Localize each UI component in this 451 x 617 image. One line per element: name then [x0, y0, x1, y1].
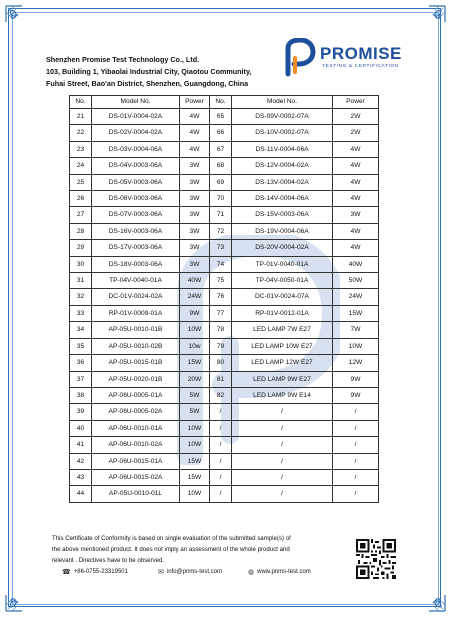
cell-model: DC-01V-0024-07A — [232, 289, 333, 305]
email-icon: ✉ — [158, 569, 164, 576]
table-row — [70, 125, 379, 141]
phone-icon: ☎ — [62, 569, 71, 576]
cell-power: 4W — [333, 240, 379, 256]
cell-power: 4W — [333, 141, 379, 157]
header-model: Model No. — [232, 96, 333, 109]
cell-power: 24W — [333, 289, 379, 305]
cell-power: 3W — [180, 240, 210, 256]
cell-model: DS-18V-0003-06A — [92, 256, 180, 272]
table-row — [70, 420, 379, 436]
logo-tagline: TESTING & CERTIFICATION — [322, 64, 399, 69]
cell-power: 20W — [180, 371, 210, 387]
qr-code — [356, 539, 396, 579]
cell-no: 37 — [70, 371, 92, 387]
contact-bar — [62, 568, 362, 580]
cell-no: 43 — [70, 469, 92, 485]
cell-power: 10W — [333, 338, 379, 354]
cell-model: RP-01V-0009-01A — [92, 305, 180, 321]
table-row — [70, 141, 379, 157]
table-row — [70, 174, 379, 190]
cell-power: / — [333, 469, 379, 485]
cell-no: 77 — [210, 305, 232, 321]
cell-power: / — [333, 486, 379, 502]
header-model: Model No. — [92, 96, 180, 109]
cell-model: / — [232, 486, 333, 502]
cell-model: AP-06U-0005-02A — [92, 404, 180, 420]
table-row — [70, 109, 379, 125]
cell-model: DS-14V-0004-06A — [232, 191, 333, 207]
cell-power: 15W — [180, 469, 210, 485]
cell-power: 4W — [333, 223, 379, 239]
cell-no: 74 — [210, 256, 232, 272]
cell-no: 82 — [210, 387, 232, 403]
address-line-1: 103, Building 1, Yibaolai Industrial City, Qiaotou Community, — [46, 67, 252, 76]
cell-power: 4W — [333, 191, 379, 207]
cell-no: 80 — [210, 355, 232, 371]
promise-logo-icon — [280, 38, 316, 78]
cell-model: DS-01V-0004-02A — [92, 109, 180, 125]
cell-power: 40W — [180, 273, 210, 289]
cell-power: 15W — [333, 305, 379, 321]
table-row — [70, 191, 379, 207]
statement-line-1: This Certificate of Conformity is based on single evaluation of the submitted sample(s) of — [52, 535, 291, 542]
cell-power: 7W — [333, 322, 379, 338]
cell-no: 27 — [70, 207, 92, 223]
cell-no: 65 — [210, 109, 232, 125]
cell-model: AP-06U-0015-01A — [92, 453, 180, 469]
cell-no: 75 — [210, 273, 232, 289]
cell-no: 29 — [70, 240, 92, 256]
table-row — [70, 469, 379, 485]
table-row — [70, 387, 379, 403]
cell-no: / — [210, 453, 232, 469]
model-power-table — [69, 95, 379, 503]
website-url[interactable]: www.pnms-test.com — [257, 569, 311, 575]
header-power: Power — [333, 96, 379, 109]
cell-power: 3W — [180, 174, 210, 190]
cell-model: DS-02V-0004-02A — [92, 125, 180, 141]
table-row — [70, 305, 379, 321]
conformity-statement — [52, 533, 352, 566]
cell-power: 4W — [180, 141, 210, 157]
cell-no: 34 — [70, 322, 92, 338]
cell-model: DS-05V-0003-06A — [92, 174, 180, 190]
cell-power: 10W — [180, 420, 210, 436]
table-row — [70, 437, 379, 453]
table-row — [70, 486, 379, 502]
table-body — [70, 109, 379, 503]
header-power: Power — [180, 96, 210, 109]
cell-model: AP-05U-0010-01B — [92, 322, 180, 338]
cell-no: 22 — [70, 125, 92, 141]
cell-no: / — [210, 420, 232, 436]
header-no: No. — [210, 96, 232, 109]
cell-model: LED LAMP 9W E27 — [232, 371, 333, 387]
cell-no: 33 — [70, 305, 92, 321]
cell-power: 9W — [333, 371, 379, 387]
table-header-row — [70, 96, 379, 109]
cell-no: 68 — [210, 158, 232, 174]
cell-model: / — [232, 437, 333, 453]
cell-power: 3W — [180, 158, 210, 174]
cell-no: 76 — [210, 289, 232, 305]
cell-no: 70 — [210, 191, 232, 207]
cell-no: 35 — [70, 338, 92, 354]
cell-power: 3W — [180, 256, 210, 272]
cell-no: 78 — [210, 322, 232, 338]
cell-no: 42 — [70, 453, 92, 469]
table-row — [70, 338, 379, 354]
cell-model: DC-01V-0024-02A — [92, 289, 180, 305]
cell-model: AP-06U-0005-01A — [92, 387, 180, 403]
phone-contact — [62, 568, 128, 576]
cell-no: 28 — [70, 223, 92, 239]
cell-model: AP-06U-0010-02A — [92, 437, 180, 453]
cell-power: 10W — [180, 322, 210, 338]
cell-model: / — [232, 469, 333, 485]
table-row — [70, 273, 379, 289]
cell-no: 40 — [70, 420, 92, 436]
table-row — [70, 256, 379, 272]
cell-no: 66 — [210, 125, 232, 141]
cell-power: 9W — [180, 305, 210, 321]
cell-model: / — [232, 404, 333, 420]
cell-model: DS-11V-0004-06A — [232, 141, 333, 157]
cell-no: 67 — [210, 141, 232, 157]
cell-model: AP-05U-0015-01B — [92, 355, 180, 371]
cell-no: 32 — [70, 289, 92, 305]
cell-model: DS-07V-0003-06A — [92, 207, 180, 223]
cell-model: AP-05U-0020-01B — [92, 371, 180, 387]
cell-no: / — [210, 404, 232, 420]
cell-no: 24 — [70, 158, 92, 174]
promise-logo — [280, 38, 410, 80]
cell-model: TP-04V-0040-01A — [92, 273, 180, 289]
phone-number: +86-0755-23319501 — [73, 569, 128, 575]
cell-no: 81 — [210, 371, 232, 387]
cell-power: 3W — [180, 223, 210, 239]
cell-no: 73 — [210, 240, 232, 256]
cell-model: / — [232, 453, 333, 469]
cell-power: 4W — [333, 174, 379, 190]
cell-power: 5W — [180, 387, 210, 403]
table-row — [70, 207, 379, 223]
cell-model: DS-13V-0004-02A — [232, 174, 333, 190]
table-row — [70, 322, 379, 338]
cell-model: AP-05U-0010-01L — [92, 486, 180, 502]
cell-power: 24W — [180, 289, 210, 305]
cell-model: LED LAMP 7W E27 — [232, 322, 333, 338]
cell-model: DS-17V-0003-06A — [92, 240, 180, 256]
cell-power: 2W — [333, 109, 379, 125]
cell-no: 26 — [70, 191, 92, 207]
cell-power: 50W — [333, 273, 379, 289]
cell-power: 15W — [180, 355, 210, 371]
cell-power: 4W — [180, 125, 210, 141]
table-row — [70, 158, 379, 174]
table-row — [70, 240, 379, 256]
cell-model: LED LAMP 10W E27 — [232, 338, 333, 354]
cell-power: 10w — [180, 338, 210, 354]
cell-no: / — [210, 437, 232, 453]
cell-power: 15W — [180, 453, 210, 469]
company-name: Shenzhen Promise Test Technology Co., Ltd. — [46, 55, 200, 64]
cell-no: 21 — [70, 109, 92, 125]
cell-model: AP-06U-0015-02A — [92, 469, 180, 485]
table-row — [70, 404, 379, 420]
cell-no: 31 — [70, 273, 92, 289]
cell-no: 38 — [70, 387, 92, 403]
logo-name: PROMISE — [320, 44, 402, 63]
corner-ornament-icon — [2, 579, 38, 615]
cell-no: / — [210, 486, 232, 502]
cell-power: 10W — [180, 437, 210, 453]
corner-ornament-icon — [413, 579, 449, 615]
cell-power: / — [333, 453, 379, 469]
cell-power: / — [333, 437, 379, 453]
company-address — [46, 54, 286, 90]
cell-model: DS-04V-0003-06A — [92, 158, 180, 174]
header-no: No. — [70, 96, 92, 109]
cell-power: / — [333, 404, 379, 420]
cell-model: LED LAMP 9W E14 — [232, 387, 333, 403]
cell-no: 30 — [70, 256, 92, 272]
table-row — [70, 371, 379, 387]
corner-ornament-icon — [413, 2, 449, 38]
cell-model: DS-06V-0003-06A — [92, 191, 180, 207]
cell-model: RP-01V-0012-01A — [232, 305, 333, 321]
cell-no: 41 — [70, 437, 92, 453]
cell-model: AP-06U-0010-01A — [92, 420, 180, 436]
cell-no: 71 — [210, 207, 232, 223]
cell-power: 3W — [180, 191, 210, 207]
cell-model: TP-01V-0040-01A — [232, 256, 333, 272]
cell-model: AP-05U-0010-02B — [92, 338, 180, 354]
email-address[interactable]: info@pnms-test.com — [166, 569, 222, 575]
cell-no: 23 — [70, 141, 92, 157]
cell-no: 72 — [210, 223, 232, 239]
statement-line-2: the above mentioned product. It does not imply an assessment of the whole product and — [52, 546, 290, 553]
cell-power: 4W — [180, 109, 210, 125]
cell-model: DS-20V-0004-02A — [232, 240, 333, 256]
cell-model: DS-09V-0002-07A — [232, 109, 333, 125]
cell-model: LED LAMP 12W E27 — [232, 355, 333, 371]
cell-model: DS-19V-0004-06A — [232, 223, 333, 239]
table-row — [70, 355, 379, 371]
cell-model: DS-16V-0003-06A — [92, 223, 180, 239]
cell-model: / — [232, 420, 333, 436]
cell-power: 3W — [333, 207, 379, 223]
email-contact[interactable] — [158, 568, 222, 576]
statement-line-3: relevant . Directives have to be observed. — [52, 557, 165, 564]
cell-no: 25 — [70, 174, 92, 190]
address-line-2: Fuhai Street, Bao'an District, Shenzhen, Guangdong, China — [46, 79, 249, 88]
website-contact[interactable] — [248, 568, 311, 576]
cell-power: 12W — [333, 355, 379, 371]
table-row — [70, 289, 379, 305]
cell-no: 39 — [70, 404, 92, 420]
cell-model: DS-03V-0004-06A — [92, 141, 180, 157]
cell-power: 40W — [333, 256, 379, 272]
table-row — [70, 453, 379, 469]
table-row — [70, 223, 379, 239]
cell-power: 5W — [180, 404, 210, 420]
globe-icon: ◍ — [248, 569, 255, 576]
corner-ornament-icon — [2, 2, 38, 38]
cell-no: 79 — [210, 338, 232, 354]
cell-power: 2W — [333, 125, 379, 141]
cell-no: 69 — [210, 174, 232, 190]
cell-power: 4W — [333, 158, 379, 174]
cell-model: DS-12V-0004-02A — [232, 158, 333, 174]
cell-power: / — [333, 420, 379, 436]
cell-model: TP-04V-0050-01A — [232, 273, 333, 289]
cell-power: 3W — [180, 207, 210, 223]
cell-model: DS-10V-0002-07A — [232, 125, 333, 141]
cell-no: 44 — [70, 486, 92, 502]
cell-power: 10W — [180, 486, 210, 502]
cell-no: / — [210, 469, 232, 485]
cell-model: DS-15V-0003-06A — [232, 207, 333, 223]
cell-no: 36 — [70, 355, 92, 371]
cell-power: 9W — [333, 387, 379, 403]
